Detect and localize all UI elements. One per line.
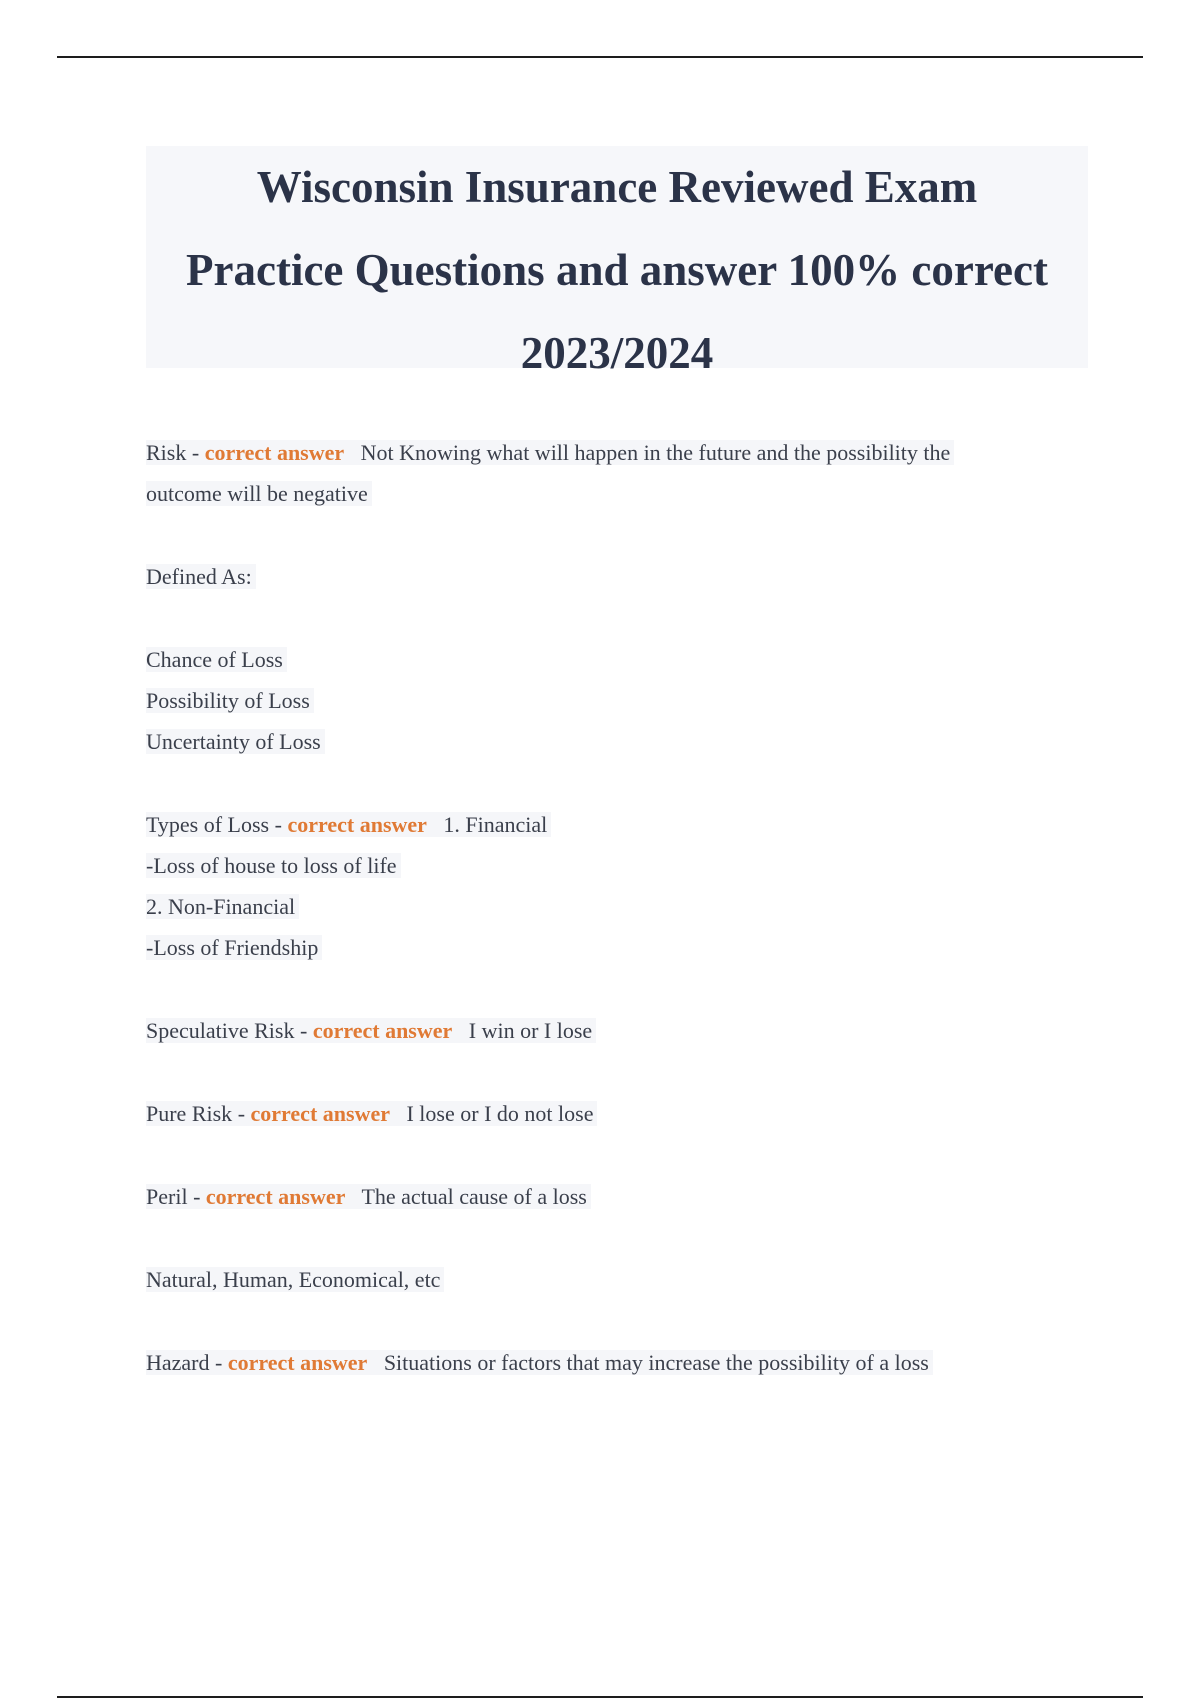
types-of-loss-line: -Loss of Friendship (146, 935, 322, 960)
correct-answer-label: correct answer (205, 1184, 346, 1209)
definition-item: Uncertainty of Loss (146, 729, 325, 754)
speculative-risk-term: Speculative Risk (146, 1018, 295, 1043)
risk-entry: Risk - correct answer Not Knowing what will happen in the future and the possibility the (146, 432, 1096, 473)
risk-term: Risk (146, 440, 187, 465)
risk-answer: Not Knowing what will happen in the future and the possibility the (360, 440, 951, 465)
title-line-1: Wisconsin Insurance Reviewed Exam (256, 162, 978, 212)
types-of-loss-answer: 1. Financial (443, 812, 548, 837)
correct-answer-label: correct answer (204, 440, 345, 465)
definition-item: Chance of Loss (146, 647, 287, 672)
types-of-loss-line: -Loss of house to loss of life (146, 853, 401, 878)
title-line-2: Practice Questions and answer 100% correct (186, 245, 1048, 295)
document-title (146, 146, 1088, 378)
title-line-3: 2023/2024 (520, 328, 714, 378)
pure-risk-answer: I lose or I do not lose (406, 1101, 594, 1126)
peril-note: Natural, Human, Economical, etc (146, 1267, 444, 1292)
hazard-term: Hazard (146, 1350, 210, 1375)
speculative-risk-answer: I win or I lose (468, 1018, 593, 1043)
top-rule (57, 56, 1143, 58)
hazard-entry: Hazard - correct answer Situations or factors that may increase the possibility of a loss (146, 1342, 1096, 1383)
correct-answer-label: correct answer (250, 1101, 390, 1126)
document-body (146, 432, 1096, 1383)
defined-as-label: Defined As: (146, 564, 256, 589)
bottom-rule (57, 1696, 1143, 1698)
risk-answer-cont: outcome will be negative (146, 481, 372, 506)
hazard-answer: Situations or factors that may increase the possibility of a loss (383, 1350, 929, 1375)
peril-entry: Peril - correct answer The actual cause of a loss (146, 1176, 1096, 1217)
pure-risk-entry: Pure Risk - correct answer I lose or I do not lose (146, 1093, 1096, 1134)
definition-item: Possibility of Loss (146, 688, 314, 713)
types-of-loss-term: Types of Loss (146, 812, 270, 837)
correct-answer-label: correct answer (227, 1350, 368, 1375)
peril-term: Peril (146, 1184, 188, 1209)
pure-risk-term: Pure Risk (146, 1101, 233, 1126)
speculative-risk-entry: Speculative Risk - correct answer I win or I lose (146, 1010, 1096, 1051)
types-of-loss-line: 2. Non-Financial (146, 894, 299, 919)
peril-answer: The actual cause of a loss (361, 1184, 587, 1209)
correct-answer-label: correct answer (287, 812, 427, 837)
correct-answer-label: correct answer (312, 1018, 453, 1043)
types-of-loss-entry: Types of Loss - correct answer 1. Financial (146, 804, 1096, 845)
